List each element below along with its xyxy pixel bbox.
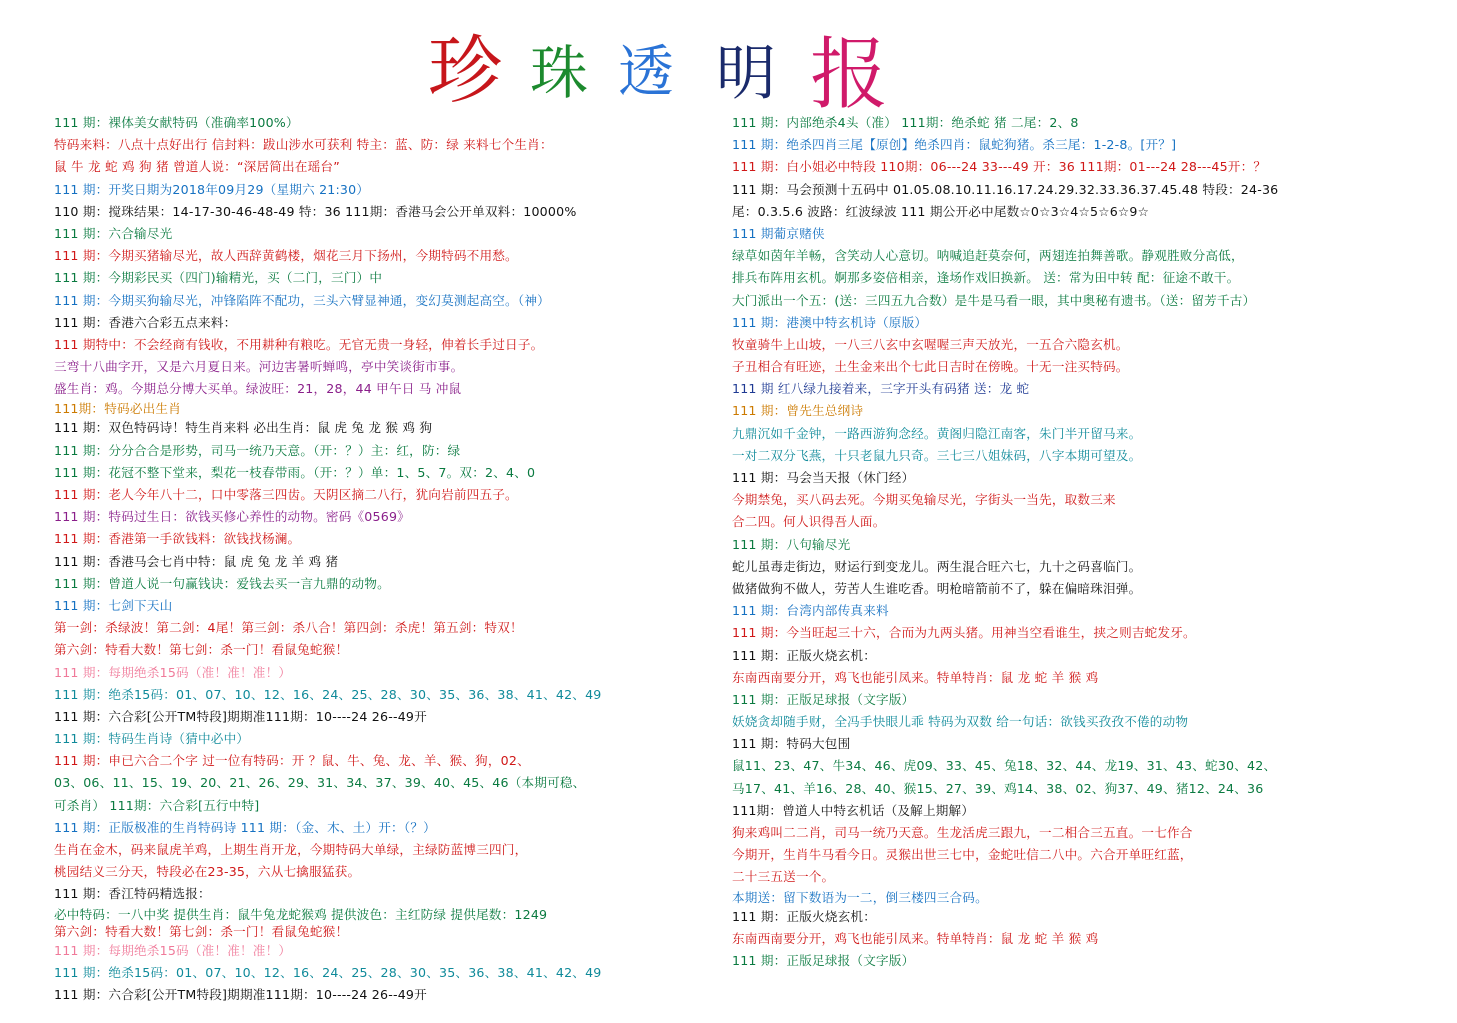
text-line: 111 期：绝杀15码：01、07、10、12、16、24、25、28、30、35、36、38、41、42、49: [54, 964, 602, 980]
text-line: 111 期：台湾内部传真来料: [732, 603, 889, 619]
title-char-4: 明: [716, 39, 776, 109]
text-line: 111 期：香港六合彩五点来料：: [54, 314, 237, 330]
text-line: 盛生肖：鸡。今期总分博大买单。绿波旺：21，28，44 甲午日 马 冲鼠: [54, 381, 462, 397]
text-line: 111 期：马会当天报（休门经）: [732, 470, 915, 485]
text-line: 111 期：港澳中特玄机诗（原版）: [732, 314, 928, 330]
text-line: 111 期：绝杀四肖三尾【原创】绝杀四肖：鼠蛇狗猪。杀三尾：1-2-8。[开？]: [732, 137, 1177, 153]
text-line: 排兵布阵用玄机。婀那多姿倍相亲，逢场作戏旧换新。 送：常为田中转 配：征途不敢干。: [732, 270, 1240, 286]
text-line: 111 期：绝杀15码：01、07、10、12、16、24、25、28、30、35、36、38、41、42、49: [54, 686, 602, 702]
text-line: 03、06、11、15、19、20、21、26、29、31、34、37、39、40、45、46（本期可稳、: [54, 775, 586, 791]
text-line: 111 期：正版火烧玄机：: [732, 647, 876, 663]
text-line: 妖娆贪却随手财，全冯手快眼儿乖 特码为双数 给一句话：欲钱买孜孜不倦的动物: [732, 714, 1189, 730]
title-char-3: 透: [618, 40, 674, 105]
text-line: 绿草如茵年羊畅，含笑动人心意切。呐喊追赶莫奈何，两翅连拍舞善歌。静观胜败分高低，: [732, 248, 1244, 264]
title-char-2: 珠: [530, 39, 589, 107]
text-line: 111 期：双色特码诗！特生肖来料 必出生肖：鼠 虎 兔 龙 猴 鸡 狗: [54, 420, 433, 436]
text-line: 本期送：留下数语为一二，倒三楼四三合码。: [732, 889, 988, 905]
text-line: 第一剑：杀绿波！第二剑：4尾！第三剑：杀八合！第四剑：杀虎！第五剑：特双！: [54, 620, 523, 636]
text-line: 111 期：曾道人说一句赢钱诀：爱钱去买一言九鼎的动物。: [54, 575, 390, 591]
text-line: 111 期：六合彩[公开TM特段]期期准111期：10----24 26--49开: [54, 986, 427, 1002]
left-column: [54, 112, 714, 1006]
text-line: 111 期：裸体美女献特码（准确率100%）: [54, 115, 299, 130]
text-line: 今期开，生肖牛马看今日。灵猴出世三七中，金蛇吐信二八中。六合开单旺红蓝，: [732, 847, 1193, 863]
text-line: 东南西南要分开，鸡飞也能引凤来。特单特肖：鼠 龙 蛇 羊 猴 鸡: [732, 669, 1099, 685]
text-line: 111 期：正版足球报（文字版）: [732, 952, 915, 968]
text-line: 生肖在金木，码来鼠虎羊鸡，上期生肖开龙，今期特码大单绿，主绿防蓝博三四门，: [54, 842, 528, 857]
text-line: 111 期：今期彩民买（四门)输精光，买（二门，三门）中: [54, 270, 383, 286]
text-line: 111 期：每期绝杀15码（准！准！准！）: [54, 664, 292, 680]
text-line: 子丑相合有旺迹，土生金来出个七此日吉时在傍晚。十无一注买特码。: [732, 359, 1129, 375]
text-line: 111 期：今当旺起三十六，合而为九两头猪。用神当空看谁生，挟之则吉蛇发牙。: [732, 625, 1196, 641]
text-line: 做猪做狗不做人，劳苦人生谁吃香。明枪暗箭前不了，躲在偏暗珠泪弹。: [732, 580, 1142, 596]
text-line: 111 期：正版极准的生肖特码诗 111 期：（金、木、土）开：（？）: [54, 819, 436, 835]
text-line: 111期：特码必出生肖: [54, 401, 181, 417]
text-line: 第六剑：特看大数！第七剑：杀一门！看鼠兔蛇猴！: [54, 923, 349, 939]
text-line: 111 期：香江特码精选报：: [54, 886, 211, 902]
text-line: 尾：0.3.5.6 波路：红波绿波 111 期公开必中尾数☆0☆3☆4☆5☆6☆9☆: [732, 203, 1150, 219]
text-line: 111 期：申已六合二个字 过一位有特码：开 ？鼠、牛、兔、龙、羊、猴、狗，02、: [54, 753, 530, 769]
text-line: 111 期特中：不会经商有钱收，不用耕种有粮吃。无官无贵一身轻，伸着长手过日子。: [54, 336, 544, 352]
text-line: 桃园结义三分天，特段必在23-35，六从七擒服猛获。: [54, 864, 361, 880]
text-line: 合二四。何人识得吾人面。: [732, 514, 886, 530]
text-line: 可杀肖） 111期：六合彩[五行中特]: [54, 797, 260, 813]
text-line: 111 期：今期买猪输尽光，故人西辞黄鹤楼，烟花三月下扬州，今期特码不用愁。: [54, 248, 518, 264]
text-line: 九鼎沉如千金钟，一路西游狗念经。黄阁归隐江南客，朱门半开留马来。: [732, 425, 1142, 441]
text-line: 特码来料：八点十点好出行 信封料：跋山涉水可获利 特主：蓝、防：绿 来料七个生肖：: [54, 137, 553, 153]
text-line: 一对二双分飞燕，十只老鼠九只奇。三七三八姐妹码，八字本期可望及。: [732, 447, 1142, 463]
text-line: 111 期：香港马会七肖中特：鼠 虎 兔 龙 羊 鸡 猪: [54, 553, 339, 569]
text-line: 111 期：老人今年八十二，口中零落三四齿。天阴区摘二八行，犹向岩前四五子。: [54, 487, 518, 502]
text-line: 111 期：白小姐必中特段 110期：06---24 33---49 开：36 111期：01---24 28---45开：？: [732, 159, 1267, 175]
text-line: 三弯十八曲字开，又是六月夏日来。河边害暑听蝉鸣，亭中笑谈街市事。: [54, 359, 464, 375]
text-line: 111 期：七剑下天山: [54, 597, 173, 613]
text-line: 大门派出一个五：(送：三四五九合数）是牛是马看一眼，其中奥秘有遗书。（送：留芳千古）: [732, 292, 1256, 308]
text-line: 狗来鸡叫二二肖，司马一统乃天意。生龙活虎三跟九，一二相合三五直。一七作合: [732, 825, 1193, 840]
text-line: 111 期 红八绿九接着来，三字开头有码猪 送：龙 蛇: [732, 381, 1030, 397]
text-line: 111 期：香港第一手欲钱料：欲钱找杨澜。: [54, 531, 301, 547]
text-line: 111 期：曾先生总纲诗: [732, 403, 864, 419]
text-line: 111 期：正版足球报（文字版）: [732, 691, 915, 707]
text-line: 111 期：特码过生日：欲钱买修心养性的动物。密码《0569》: [54, 509, 410, 525]
text-line: 111 期：六合输尽光: [54, 225, 173, 241]
title-char-5: 报: [810, 30, 889, 120]
text-line: 111 期：六合彩[公开TM特段]期期准111期：10----24 26--49开: [54, 708, 427, 724]
text-line: 111 期：特码大包围: [732, 736, 851, 752]
text-line: 111 期：内部绝杀4头（准） 111期：绝杀蛇 猪 二尾：2、8: [732, 115, 1079, 130]
text-line: 111 期葡京赌侠: [732, 225, 825, 241]
text-line: 111 期：每期绝杀15码（准！准！准！）: [54, 942, 292, 958]
text-line: 鼠11、23、47、牛34、46、虎09、33、45、兔18、32、44、龙19、31、43、蛇30、42、: [732, 758, 1277, 774]
text-line: 111期：曾道人中特玄机话（及解上期解）: [732, 802, 975, 818]
text-line: 111 期：今期买狗输尽光，冲锋陷阵不配功，三头六臂显神通，变幻莫测起高空。（神）: [54, 292, 550, 308]
text-line: 今期禁兔，买八码去死。今期买兔输尽光，字街头一当先，取数三来: [732, 492, 1116, 508]
text-line: 110 期：搅珠结果：14-17-30-46-48-49 特：36 111期：香港马会公开单双料：10000%: [54, 203, 577, 219]
text-line: 111 期：马会预测十五码中 01.05.08.10.11.16.17.24.29.32.33.36.37.45.48 特段：24-36: [732, 181, 1279, 197]
text-line: 111 期：开奖日期为2018年09月29（星期六 21:30）: [54, 181, 370, 197]
text-line: 必中特码：一八中奖 提供生肖：鼠牛兔龙蛇猴鸡 提供波色：主红防绿 提供尾数：1249: [54, 906, 548, 922]
text-line: 牧童骑牛上山坡，一八三八玄中玄喔喔三声天放光，一五合六隐玄机。: [732, 336, 1129, 352]
text-line: 111 期：正版火烧玄机：: [732, 908, 876, 924]
text-line: 111 期：花冠不整下堂来，梨花一枝春带雨。（开：？）单：1、5、7。双：2、4、0: [54, 464, 536, 480]
text-line: 鼠 牛 龙 蛇 鸡 狗 猪 曾道人说：“深居简出在瑶台”: [54, 159, 340, 175]
text-line: 东南西南要分开，鸡飞也能引凤来。特单特肖：鼠 龙 蛇 羊 猴 鸡: [732, 930, 1099, 946]
text-line: 111 期：八句输尽光: [732, 536, 851, 552]
title-char-1: 珍: [428, 28, 502, 114]
text-line: 蛇儿虽毒走街边，财运行到变龙儿。两生混合旺六七，九十之码喜临门。: [732, 558, 1142, 574]
text-line: 二十三五送一个。: [732, 869, 835, 885]
text-line: 111 期：分分合合是形势，司马一统乃天意。（开：？）主：红，防：绿: [54, 442, 461, 458]
right-column: [732, 112, 1432, 972]
text-line: 第六剑：特看大数！第七剑：杀一门！看鼠兔蛇猴！: [54, 642, 349, 658]
text-line: 马17、41、羊16、28、40、猴15、27、39、鸡14、38、02、狗37、49、猪12、24、36: [732, 780, 1264, 796]
text-line: 111 期：特码生肖诗（猜中必中）: [54, 731, 250, 747]
